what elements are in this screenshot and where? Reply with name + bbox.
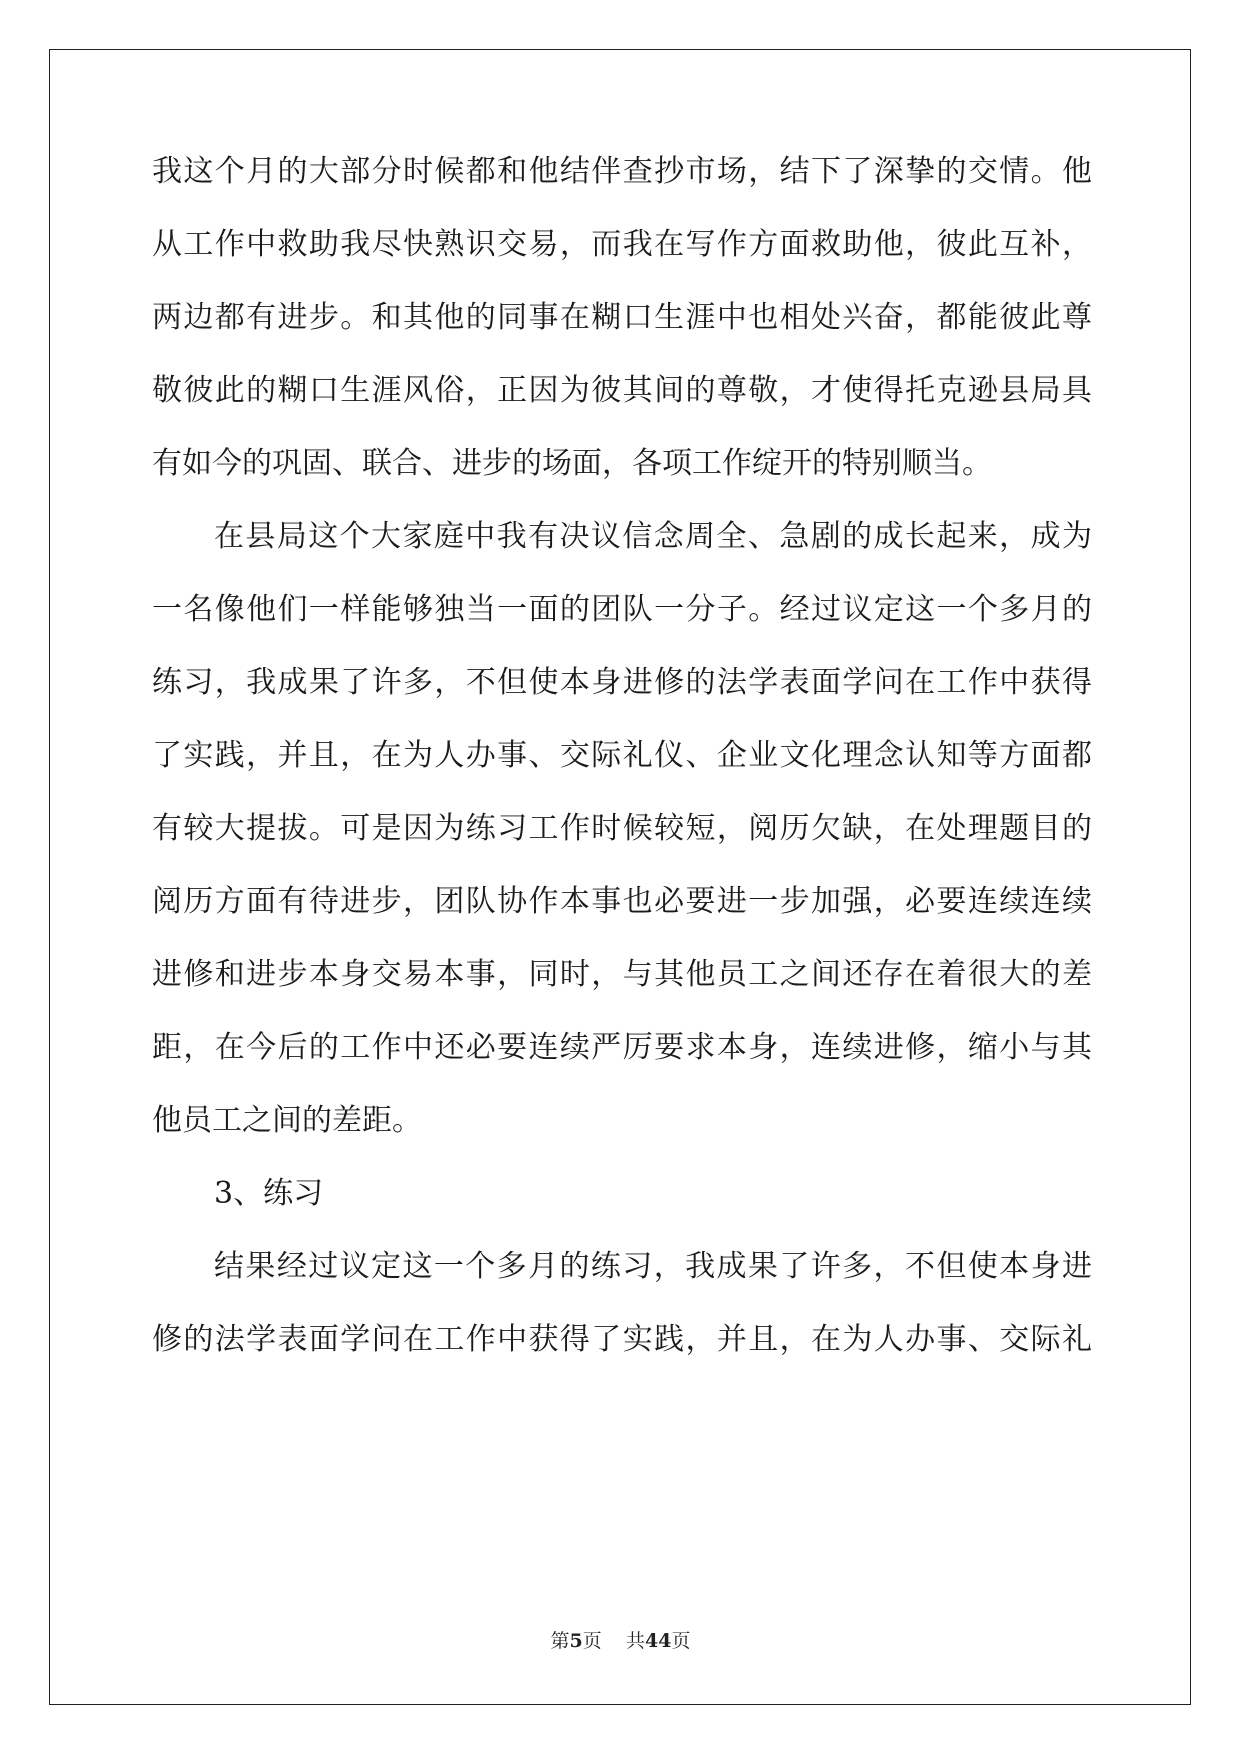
text-line: 从工作中救助我尽快熟识交易，而我在写作方面救助他，彼此互补， bbox=[152, 227, 1092, 262]
section-heading: 3、练习 bbox=[214, 1176, 324, 1211]
footer-total-prefix: 共 bbox=[625, 1630, 645, 1652]
text-line: 有如今的巩固、联合、进步的场面，各项工作绽开的特别顺当。 bbox=[152, 446, 992, 481]
text-line: 他员工之间的差距。 bbox=[152, 1103, 422, 1138]
paragraph-first-line: 在县局这个大家庭中我有决议信念周全、急剧的成长起来，成为 bbox=[214, 519, 1092, 554]
text-line: 练习，我成果了许多，不但使本身进修的法学表面学问在工作中获得 bbox=[152, 665, 1092, 700]
paragraph-first-line: 结果经过议定这一个多月的练习，我成果了许多，不但使本身进 bbox=[214, 1249, 1092, 1284]
page-footer bbox=[0, 1626, 1241, 1653]
text-line: 阅历方面有待进步，团队协作本事也必要进一步加强，必要连续连续 bbox=[152, 884, 1092, 919]
text-line: 有较大提拔。可是因为练习工作时候较短，阅历欠缺，在处理题目的 bbox=[152, 811, 1092, 846]
footer-prefix: 第 bbox=[550, 1630, 570, 1652]
text-line: 一名像他们一样能够独当一面的团队一分子。经过议定这一个多月的 bbox=[152, 592, 1092, 627]
text-line: 两边都有进步。和其他的同事在糊口生涯中也相处兴奋，都能彼此尊 bbox=[152, 300, 1092, 335]
text-line: 我这个月的大部分时候都和他结伴查抄市场，结下了深挚的交情。他 bbox=[152, 154, 1092, 189]
footer-page-number: 5 bbox=[569, 1630, 583, 1652]
text-line: 修的法学表面学问在工作中获得了实践，并且，在为人办事、交际礼 bbox=[152, 1322, 1092, 1357]
footer-total-pages: 44 bbox=[644, 1630, 672, 1652]
text-line: 进修和进步本身交易本事，同时，与其他员工之间还存在着很大的差 bbox=[152, 957, 1092, 992]
footer-page-suffix: 页 bbox=[582, 1630, 602, 1652]
text-line: 了实践，并且，在为人办事、交际礼仪、企业文化理念认知等方面都 bbox=[152, 738, 1092, 773]
text-line: 距，在今后的工作中还必要连续严厉要求本身，连续进修，缩小与其 bbox=[152, 1030, 1092, 1065]
text-line: 敬彼此的糊口生涯风俗，正因为彼其间的尊敬，才使得托克逊县局具 bbox=[152, 373, 1092, 408]
footer-total-suffix: 页 bbox=[671, 1630, 691, 1652]
